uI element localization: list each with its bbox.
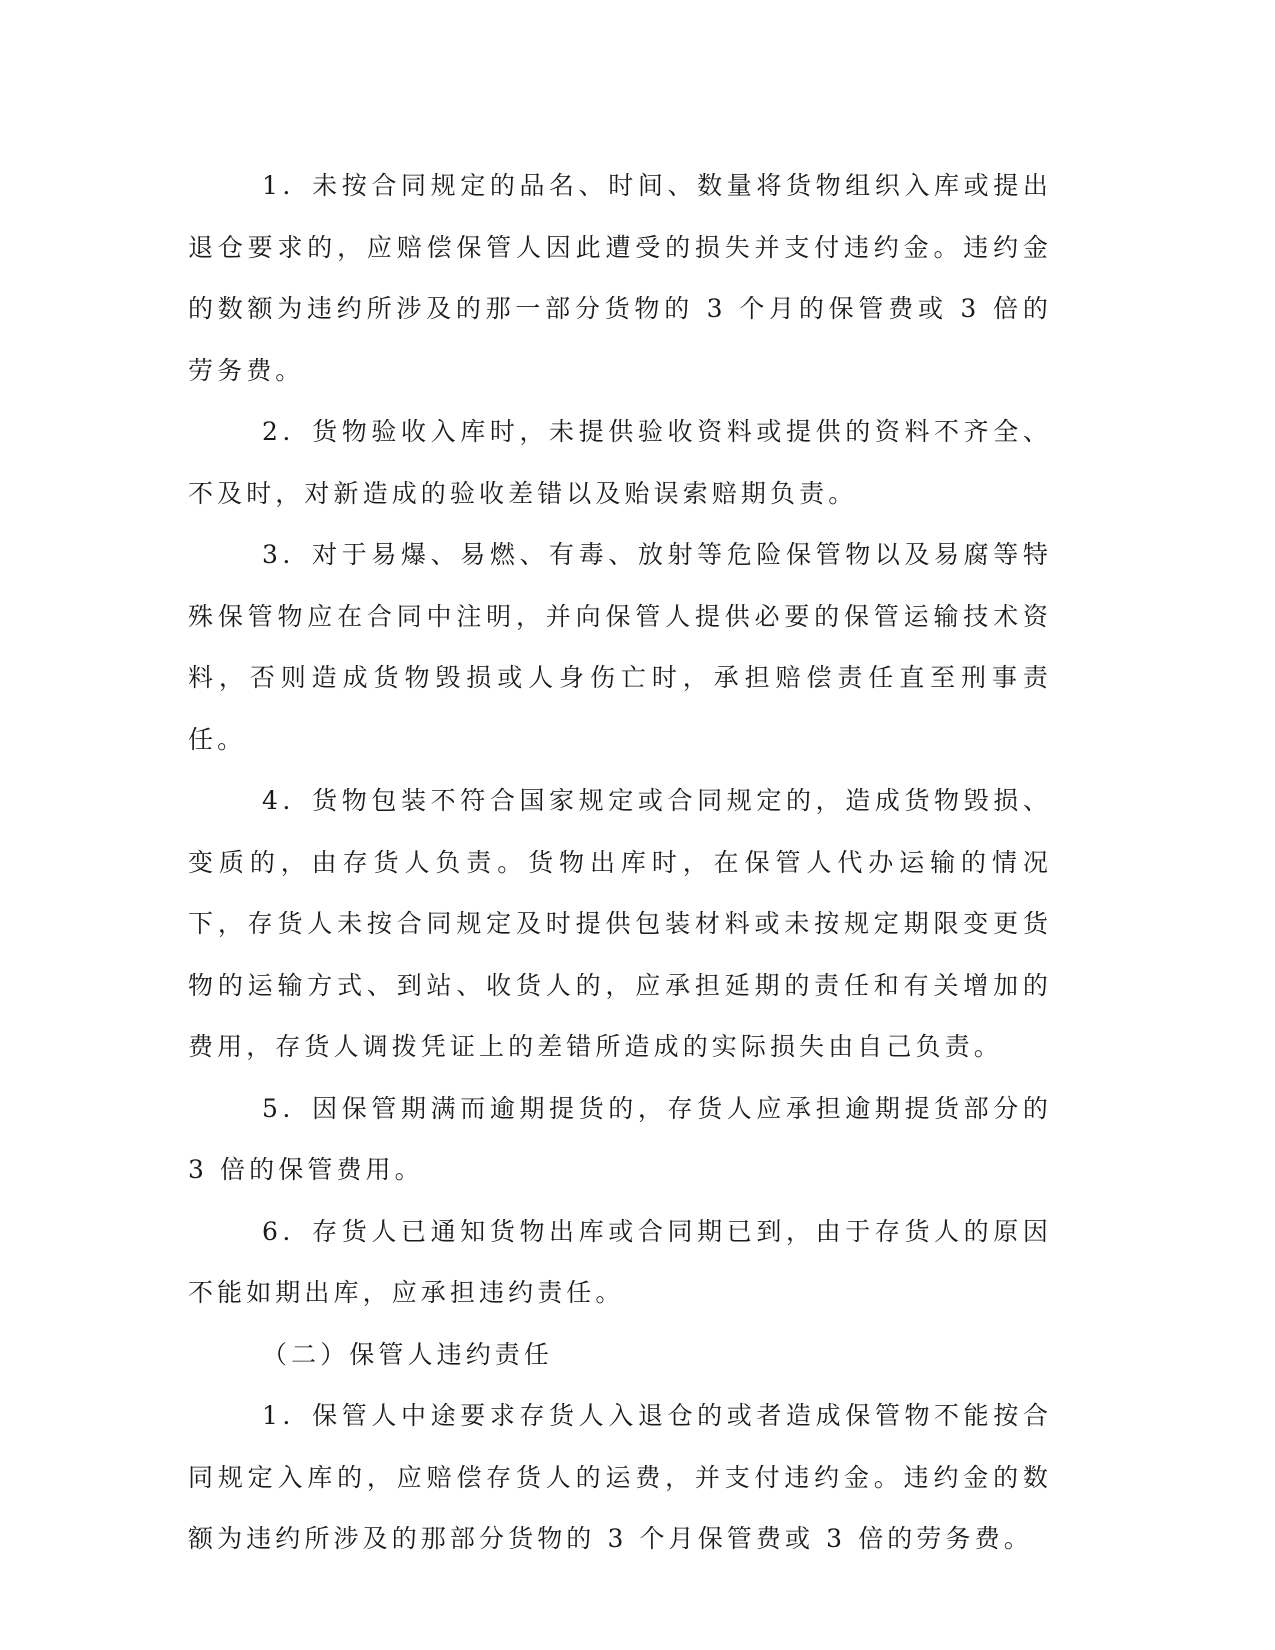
paragraph-depositor-5: 5．因保管期满而逾期提货的，存货人应承担逾期提货部分的 3 倍的保管费用。 [188,1093,1052,1184]
section-heading: （二）保管人违约责任 [262,1339,554,1369]
paragraph-depositor-1: 1．未按合同规定的品名、时间、数量将货物组织入库或提出退仓要求的，应赔偿保管人因此遭受的损失并支付违约金。违约金的数额为违约所涉及的那一部分货物的 3 个月的保管费或 3 倍的劳务费。 [188,171,1052,385]
paragraph-depositor-2: 2．货物验收入库时，未提供验收资料或提供的资料不齐全、不及时，对新造成的验收差错以及贻误索赔期负责。 [188,417,1052,508]
document-page [188,155,1052,1570]
paragraph-depositor-4: 4．货物包装不符合国家规定或合同规定的，造成货物毁损、变质的，由存货人负责。货物出库时，在保管人代办运输的情况下，存货人未按合同规定及时提供包装材料或未按规定期限变更货物的运输方式、到站、收货人的，应承担延期的责任和有关增加的费用，存货人调拨凭证上的差错所造成的实际损失由自己负责。 [188,786,1052,1061]
paragraph-depositor-6: 6．存货人已通知货物出库或合同期已到，由于存货人的原因不能如期出库，应承担违约责任。 [188,1216,1052,1307]
paragraph-custodian-1: 1．保管人中途要求存货人入退仓的或者造成保管物不能按合同规定入库的，应赔偿存货人的运费，并支付违约金。违约金的数额为违约所涉及的那部分货物的 3 个月保管费或 3 倍的劳务费。 [188,1401,1052,1553]
paragraph-depositor-3: 3．对于易爆、易燃、有毒、放射等危险保管物以及易腐等特殊保管物应在合同中注明，并向保管人提供必要的保管运输技术资料，否则造成货物毁损或人身伤亡时，承担赔偿责任直至刑事责任。 [188,540,1052,754]
